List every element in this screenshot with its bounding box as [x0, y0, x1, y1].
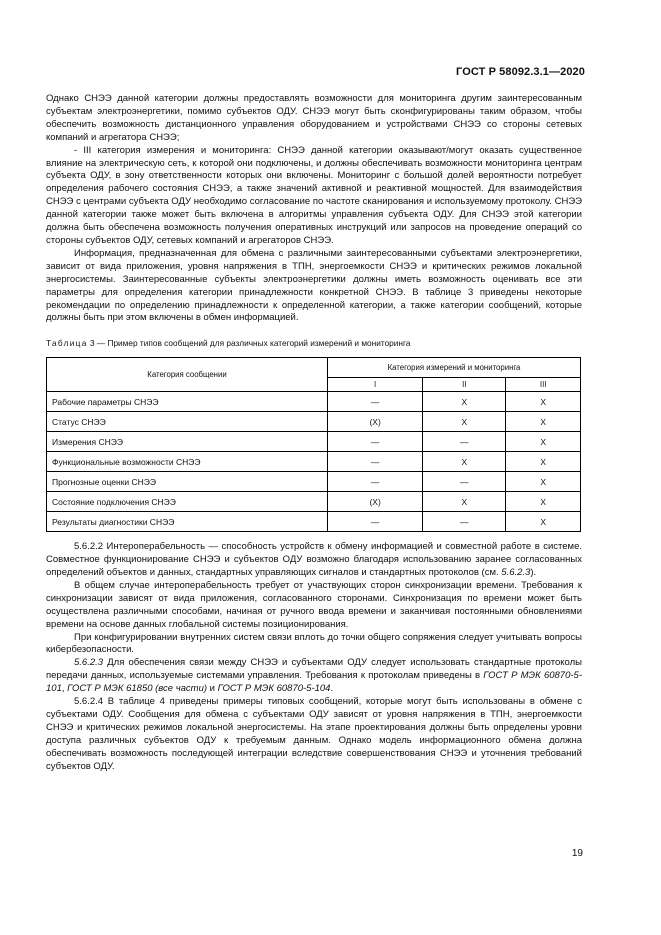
table-cell: X	[506, 472, 581, 492]
paragraph-category-iii: - III категория измерения и мониторинга: СНЭЭ данной категории оказывают/могут оказать существенное влияние на электрическую сеть, к которой они подключены, и должны обеспечивать возможности мониторинга центрам субъекта ОДУ, в зону ответственности которых они включены. Мониторинг с большой долей вероятности потребует определения рабочего состояния СНЭЭ, а также значений активной и реактивной мощностей. Для взаимодействия СНЭЭ с центрами субъекта ОДУ необходимо согласование по частоте сканирования и используемому протоколу. СНЭЭ данной категории также может быть включена в алгоритмы управления субъекта ОДУ. Для СНЭЭ этой категории должна быть обеспечена возможность получения оперативных инструкций или запросов на проведение операций со стороны субъектов ОДУ, сетевых компаний и агрегаторов СНЭЭ.	[46, 144, 582, 246]
table-cell: —	[328, 512, 423, 532]
table-caption	[46, 337, 582, 350]
table-cell: (X)	[328, 412, 423, 432]
paragraph: Информация, предназначенная для обмена с различными заинтересованными субъектами электроэнергетики, зависит от вида приложения, уровня напряжения в ТПН, энергоемкости СНЭЭ и критических режимов локальной энергосистемы. Заинтересованные субъекты электроэнергетики должны иметь возможность оценивать все эти параметры для определения категории принадлежности конкретной СНЭЭ. В таблице 3 приведены некоторые рекомендации по определению принадлежности к определенной категории, а также категории сообщений, которые должны быть при этом включены в обмен информацией.	[46, 247, 582, 324]
row-label: Рабочие параметры СНЭЭ	[47, 392, 328, 412]
table-cell: X	[506, 492, 581, 512]
row-label: Статус СНЭЭ	[47, 412, 328, 432]
clause-number: 5.6.2.3	[74, 657, 104, 669]
document-body	[46, 93, 582, 774]
paragraph-text: 5.6.2.2 Интероперабельность — способность устройств к обмену информацией и совместной работе в системе. Совместное функционирование СНЭЭ и субъектов ОДУ возможно благодаря использованию заранее согласованных определений объектов и данных, стандартных управляющих сигналов и стандартных протоколов (см.	[46, 541, 582, 579]
table-cell: (X)	[328, 492, 423, 512]
table-cell: —	[423, 512, 506, 532]
column-group-header: Категория измерений и мониторинга	[328, 358, 581, 378]
table-cell: —	[328, 432, 423, 452]
paragraph-text: ).	[530, 567, 537, 579]
standard-reference: ГОСТ Р МЭК 61850 (все части)	[67, 683, 208, 695]
table-cell: X	[506, 452, 581, 472]
row-label: Прогнозные оценки СНЭЭ	[47, 472, 328, 492]
table-cell: X	[423, 452, 506, 472]
row-label: Измерения СНЭЭ	[47, 432, 328, 452]
cross-reference: 5.6.2.3	[501, 567, 531, 579]
table-cell: X	[506, 392, 581, 412]
column-header-cat-1: I	[328, 378, 423, 392]
page-number: 19	[571, 848, 583, 859]
column-header-cat-2: II	[423, 378, 506, 392]
table-cell: X	[423, 492, 506, 512]
separator: .	[330, 683, 334, 695]
table-row	[47, 412, 581, 432]
table-caption-text: 3 — Пример типов сообщений для различных категорий измерений и мониторинга	[89, 338, 411, 349]
table-cell: X	[506, 432, 581, 452]
separator: ,	[61, 683, 68, 695]
table-cell: X	[423, 412, 506, 432]
table-cell: —	[328, 452, 423, 472]
table-row	[47, 432, 581, 452]
table-row	[47, 492, 581, 512]
table-cell: —	[423, 432, 506, 452]
table-row	[47, 452, 581, 472]
paragraph: В общем случае интероперабельность требует от участвующих сторон синхронизации времени. Требования к синхронизации зависят от вида приложения, согласованного сторонами. Синхронизация по времени может быть осуществлена различными способами, начиная от ручного ввода времени и заканчивая постоянными обновлениями времени на основе данных глобальной системы позиционирования.	[46, 579, 582, 630]
standard-reference: ГОСТ Р МЭК 60870-5-104	[217, 683, 331, 695]
paragraph: При конфигурировании внутренних систем связи вплоть до точки общего сопряжения следует учитывать вопросы кибербезопасности.	[46, 631, 582, 656]
document-code-header: ГОСТ Р 58092.3.1—2020	[456, 66, 585, 78]
table-cell: X	[506, 412, 581, 432]
table-cell: X	[423, 392, 506, 412]
table-cell: X	[506, 512, 581, 532]
message-types-table	[46, 357, 581, 532]
table-cell: —	[328, 392, 423, 412]
standard-reference: ГОСТ Р МЭК 60870-5-101	[46, 670, 582, 695]
paragraph-text: Для обеспечения связи между СНЭЭ и субъектами ОДУ следует использовать стандартные протоколы передачи данных, используемые системами управления. Требования к протоколам приведены в	[46, 657, 582, 682]
row-label: Состояние подключения СНЭЭ	[47, 492, 328, 512]
paragraph-5-6-2-3	[46, 657, 582, 696]
table-row	[47, 392, 581, 412]
row-label: Результаты диагностики СНЭЭ	[47, 512, 328, 532]
table-cell: —	[423, 472, 506, 492]
paragraph: Однако СНЭЭ данной категории должны предоставлять возможности для мониторинга другим заинтересованным субъектам электроэнергетики, помимо субъектов ОДУ. СНЭЭ могут быть сконфигурированы таким образом, чтобы обеспечить возможность дистанционного управления оборудованием и устройствами СНЭЭ со стороны сетевых компаний и агрегатора СНЭЭ;	[46, 93, 582, 143]
column-header-cat-3: III	[506, 378, 581, 392]
table-row	[47, 472, 581, 492]
paragraph-5-6-2-4: 5.6.2.4 В таблице 4 приведены примеры типовых сообщений, которые могут быть использованы в обмене с субъектами ОДУ. Сообщения для обмена с субъектами ОДУ зависят от уровня напряжения в ТПН, энергоемкости СНЭЭ и критических режимов локальной энергосистемы. На этапе проектирования должны быть определены уровни доступа различных субъектов ОДУ к требуемым данным. Однако модель информационного обмена должна обеспечивать возможность последующей интеграции вследствие совершенствования СНЭЭ и уточнения требований субъектов ОДУ.	[46, 696, 582, 772]
table-row	[47, 512, 581, 532]
column-header-message-category: Категория сообщении	[47, 358, 328, 392]
table-cell: —	[328, 472, 423, 492]
separator: и	[207, 683, 218, 695]
table-caption-label: Таблица	[46, 338, 88, 349]
paragraph-5-6-2-2	[46, 541, 582, 580]
row-label: Функциональные возможности СНЭЭ	[47, 452, 328, 472]
